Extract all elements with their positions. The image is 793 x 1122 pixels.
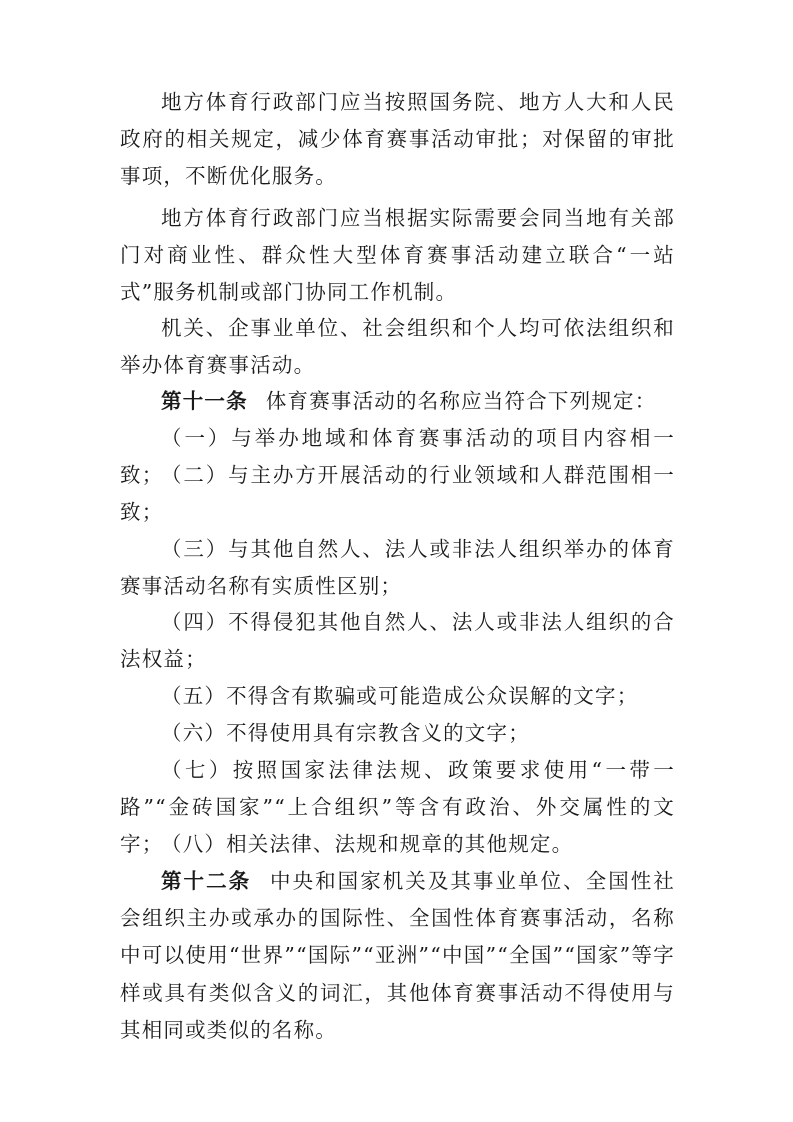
article-11-item-3: （三）与其他自然人、法人或非法人组织举办的体育赛事活动名称有实质性区别； [120,537,675,599]
article-11-item-2: （二）与主办方开展活动的行业领域和人群范围相一致； [120,463,675,525]
article-12-number: 第十二条 [161,869,252,893]
article-11-item-8: （八）相关法律、法规和规章的其他规定。 [161,832,574,856]
article-11-item-7: （七）按照国家法律法规、政策要求使用“一带一路”“金砖国家”“上合组织”等含有政治、外交属性的文字； [120,758,675,857]
paragraph-organizers: 机关、企事业单位、社会组织和个人均可依法组织和举办体育赛事活动。 [120,316,675,378]
paragraph-one-stop-service: 地方体育行政部门应当根据实际需要会同当地有关部门对商业性、群众性大型体育赛事活动建立联合“一站式”服务机制或部门协同工作机制。 [120,206,675,305]
article-11 [120,383,675,420]
article-11-item-6: （六）不得使用具有宗教含义的文字； [161,721,530,745]
article-11-text: 体育赛事活动的名称应当符合下列规定： [265,389,657,413]
article-11-item-5: （五）不得含有欺骗或可能造成公众误解的文字； [161,684,639,708]
article-12-text: 中央和国家机关及其事业单位、全国性社会组织主办或承办的国际性、全国性体育赛事活动，名称中可以使用“世界”“国际”“亚洲”“中国”“全国”“国家”等字样或具有类似含义的词汇，其他体育赛事活动不得使用与其相同或类似的名称。 [120,869,675,1042]
paragraph-approval-optimization: 地方体育行政部门应当按照国务院、地方人大和人民政府的相关规定，减少体育赛事活动审批；对保留的审批事项，不断优化服务。 [120,90,675,189]
article-11-number: 第十一条 [161,389,248,413]
article-11-item-1: （一）与举办地域和体育赛事活动的项目内容相一致； [120,426,675,488]
article-11-item-4: （四）不得侵犯其他自然人、法人或非法人组织的合法权益； [120,610,675,672]
article-12 [120,863,675,1049]
